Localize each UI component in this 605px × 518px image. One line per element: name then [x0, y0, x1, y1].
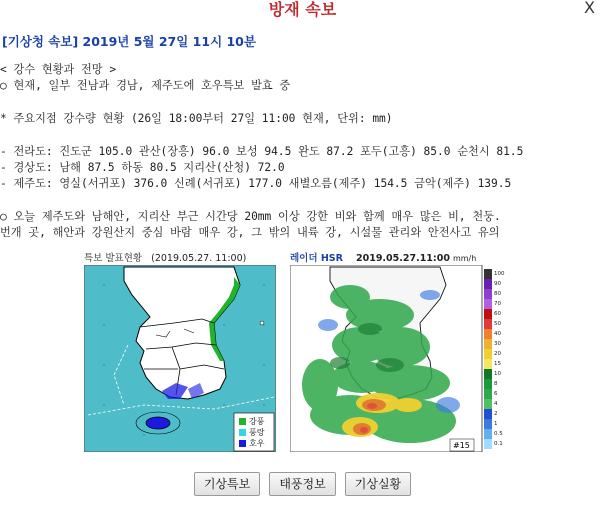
radar-scale-tick: 2 — [494, 411, 498, 417]
radar-scale-tick: 15 — [494, 361, 501, 367]
legend-gale: 강풍 — [249, 417, 265, 426]
radar-scale-tick: 10 — [494, 371, 501, 377]
warning-map-title: 특보 발표현황 — [84, 253, 143, 264]
radar-scale-tick: 100 — [494, 271, 505, 277]
warning-map-caption — [84, 252, 276, 265]
radar-map-time: 2019.05.27.11:00 — [355, 253, 450, 264]
radar-scale-tick: 60 — [494, 311, 501, 317]
radar-scale-tick: 50 — [494, 321, 501, 327]
radar-scale-tick: 20 — [494, 351, 501, 357]
radar-scale-tick: 70 — [494, 301, 501, 307]
radar-scale-tick: 0.5 — [494, 431, 503, 437]
main-point-header: * 주요지점 강수량 현황 (26일 18:00부터 27일 11:00 현재, 단위: mm) — [0, 112, 393, 125]
region-jeolla: - 전라도: 진도군 105.0 관산(장흥) 96.0 보성 94.5 완도 87.2 포두(고흥) 85.0 순천시 81.5 — [0, 145, 524, 158]
radar-scale-tick: 30 — [494, 341, 501, 347]
radar-map-image — [290, 265, 508, 452]
radar-scale-tick: 0.1 — [494, 441, 503, 447]
radar-scale-tick: 6 — [494, 391, 498, 397]
close-icon[interactable]: X — [584, 0, 595, 17]
radar-map-title: 레이더 HSR — [290, 253, 343, 264]
radar-map[interactable] — [290, 252, 508, 452]
legend-swatch-wave — [239, 429, 246, 436]
warning-map[interactable] — [84, 252, 276, 452]
legend-swatch-rain — [239, 440, 246, 447]
radar-unit: mm/h — [452, 254, 477, 263]
section-header: < 강수 현황과 전망 > — [0, 63, 117, 76]
weather-observation-button[interactable]: 기상실황 — [345, 472, 411, 496]
bulletin-headline: [기상청 속보] 2019년 5월 27일 11시 10분 — [2, 34, 256, 49]
forecast-line-1: ○ 오늘 제주도와 남해안, 지리산 부근 시간당 20mm 이상 강한 비와 함께 매우 많은 비, 천둥. — [0, 210, 501, 223]
region-jeju: - 제주도: 영실(서귀포) 376.0 신례(서귀포) 177.0 새별오름(제주) 154.5 금악(제주) 139.5 — [0, 177, 512, 190]
weather-warning-button[interactable]: 기상특보 — [194, 472, 260, 496]
warning-map-image — [84, 265, 276, 452]
legend-wave: 풍랑 — [249, 428, 265, 437]
radar-scale-tick: 4 — [494, 401, 498, 407]
radar-scale-bar — [484, 269, 492, 449]
radar-scale-tick: 1 — [494, 421, 498, 427]
forecast-line-2: 번개 곳, 해안과 강원산지 중심 바람 매우 강, 그 밖의 내륙 강, 시설물 관리와 안전사고 유의 — [0, 226, 500, 239]
radar-scale-tick: 80 — [494, 291, 501, 297]
legend-rain: 호우 — [249, 439, 265, 448]
radar-scale-tick: 40 — [494, 331, 501, 337]
warning-map-time: (2019.05.27. 11:00) — [151, 253, 247, 264]
radar-frame-label: #15 — [453, 441, 470, 450]
status-line: ○ 현재, 일부 전남과 경남, 제주도에 호우특보 발효 중 — [0, 79, 291, 92]
bulletin-body — [0, 62, 605, 241]
region-gyeongsang: - 경상도: 남해 87.5 하동 80.5 지리산(산청) 72.0 — [0, 161, 285, 174]
radar-map-caption — [290, 252, 508, 265]
map-panel — [84, 252, 508, 452]
legend-swatch-gale — [239, 418, 246, 425]
button-bar — [0, 472, 605, 496]
radar-scale-tick: 90 — [494, 281, 501, 287]
radar-scale-tick: 8 — [494, 381, 498, 387]
typhoon-info-button[interactable]: 태풍정보 — [269, 472, 335, 496]
window-title: 방재 속보 — [268, 0, 337, 19]
